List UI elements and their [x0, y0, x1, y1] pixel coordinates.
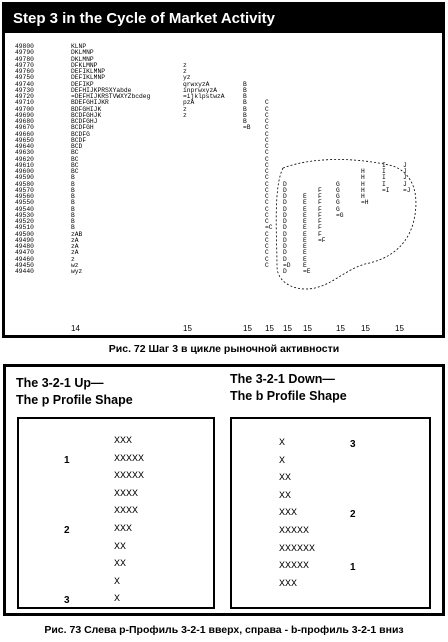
- tpo-row: I: [382, 174, 386, 182]
- price-level: 49740: [15, 80, 34, 88]
- tpo-row: BCDFGHJK: [71, 111, 102, 119]
- price-level: 49530: [15, 211, 34, 219]
- tpo-row: B: [71, 224, 75, 232]
- profile-column: [303, 194, 311, 275]
- tpo-row: =H: [361, 199, 369, 207]
- price-level: 49500: [15, 230, 34, 238]
- day-label: 15: [283, 324, 292, 333]
- tpo-row: B: [71, 180, 75, 188]
- tpo-row: BC: [71, 168, 79, 175]
- step-marker: 3: [350, 439, 356, 450]
- tpo-row: D: [283, 186, 287, 194]
- profile-column: [403, 163, 411, 194]
- tpo-row: zA: [71, 243, 79, 250]
- tpo-row: BDFGHIJK: [71, 105, 102, 113]
- price-level: 49710: [15, 99, 34, 107]
- tpo-row: E: [303, 224, 307, 232]
- tpo-row: C: [265, 111, 269, 119]
- tpo-row: C: [265, 118, 269, 125]
- figure-73-panel: [3, 364, 445, 616]
- price-level: 49460: [15, 255, 34, 263]
- tpo-row: D: [283, 211, 287, 219]
- tpo-row: I: [382, 161, 386, 169]
- x-row: XXX: [279, 508, 298, 520]
- x-row: XX: [279, 490, 292, 502]
- day-label: 15: [303, 324, 312, 333]
- tpo-row: D: [283, 243, 287, 250]
- price-level: 49450: [15, 261, 34, 269]
- tpo-row: C: [265, 230, 269, 238]
- tpo-row: DFKLMNP: [71, 61, 98, 69]
- step-marker: 2: [350, 509, 356, 521]
- price-level: 49610: [15, 161, 34, 169]
- figure-72-caption: Рис. 72 Шаг 3 в цикле рыночной активности: [108, 343, 340, 355]
- price-level: 49780: [15, 55, 34, 63]
- tpo-row: F: [318, 199, 322, 207]
- tpo-row: yz: [183, 74, 191, 82]
- tpo-row: C: [265, 149, 269, 157]
- p-profile-panel: [17, 417, 215, 609]
- x-row: XXX: [114, 436, 133, 447]
- tpo-row: B: [243, 105, 247, 113]
- tpo-row: C: [265, 261, 269, 269]
- tpo-row: D: [283, 230, 287, 238]
- price-level: 49680: [15, 118, 34, 125]
- tpo-row: B: [243, 99, 247, 107]
- tpo-row: C: [265, 249, 269, 257]
- step-marker: 2: [64, 525, 70, 536]
- tpo-row: B: [71, 186, 75, 194]
- tpo-row: E: [303, 205, 307, 213]
- day-label: 15: [265, 324, 274, 333]
- profile-column: [283, 182, 291, 276]
- price-level: 49540: [15, 205, 34, 213]
- tpo-row: B: [243, 80, 247, 88]
- tpo-row: =ijklpstwzA: [183, 93, 225, 100]
- tpo-row: F: [318, 205, 322, 213]
- tpo-row: H: [361, 180, 365, 188]
- price-level: 49750: [15, 74, 34, 82]
- tpo-row: =B: [243, 124, 251, 132]
- tpo-row: DKLMNP: [71, 49, 94, 57]
- tpo-row: E: [303, 230, 307, 238]
- price-level: 49580: [15, 180, 34, 188]
- tpo-row: C: [265, 99, 269, 107]
- price-level: 49570: [15, 186, 34, 194]
- tpo-row: =DEFHIJKRSTVWXYZbcdeg: [71, 93, 151, 100]
- tpo-row: B: [243, 86, 247, 94]
- x-row: XXXX: [114, 506, 139, 518]
- x-row: XX: [279, 473, 292, 485]
- price-level: 49690: [15, 111, 34, 119]
- profile-column: [318, 188, 326, 244]
- tpo-row: F: [318, 218, 322, 225]
- tpo-row: z: [183, 68, 187, 75]
- tpo-row: F: [318, 224, 322, 232]
- price-level: 49700: [15, 105, 34, 113]
- tpo-row: DEFIKLMNP: [71, 74, 106, 82]
- left-panel-title-line2: The p Profile Shape: [16, 393, 133, 407]
- tpo-row: H: [361, 174, 365, 182]
- day-label: 15: [336, 324, 345, 333]
- figure-72-panel: [2, 2, 445, 338]
- price-level: 49790: [15, 49, 34, 57]
- tpo-row: E: [303, 211, 307, 219]
- tpo-row: D: [283, 255, 287, 263]
- tpo-row: H: [361, 193, 365, 200]
- tpo-row: C: [265, 155, 269, 163]
- tpo-row: F: [318, 186, 322, 194]
- tpo-row: F: [318, 211, 322, 219]
- tpo-row: z: [183, 105, 187, 113]
- day-label: 15: [361, 324, 370, 333]
- tpo-row: E: [303, 193, 307, 200]
- tpo-row: J: [403, 174, 407, 182]
- price-level: 49660: [15, 130, 34, 138]
- tpo-row: C: [265, 174, 269, 182]
- tpo-row: BDEFGHIJKR: [71, 99, 109, 107]
- x-row: XXX: [114, 524, 133, 535]
- profile-column: [336, 182, 344, 220]
- tpo-row: D: [283, 268, 287, 275]
- x-row: XXXXXX: [279, 543, 316, 555]
- tpo-row: =F: [318, 236, 326, 244]
- profile-column: [361, 169, 369, 207]
- tpo-row: DEFHIJKPRSXYabde: [71, 86, 132, 94]
- tpo-row: BC: [71, 161, 79, 169]
- tpo-row: D: [283, 199, 287, 207]
- tpo-row: BCD: [71, 143, 83, 150]
- tpo-row: D: [283, 236, 287, 244]
- x-row: XXXXX: [279, 561, 310, 573]
- tpo-row: G: [336, 186, 340, 194]
- tpo-row: qrwxyzA: [183, 80, 210, 88]
- tpo-row: zA: [71, 236, 79, 244]
- right-panel-title-line2: The b Profile Shape: [230, 389, 347, 403]
- tpo-row: zAB: [71, 230, 83, 238]
- figure-72-title: Step 3 in the Cycle of Market Activity: [5, 5, 442, 33]
- tpo-row: B: [243, 118, 247, 125]
- tpo-row: zA: [71, 249, 79, 257]
- profile-column: [183, 63, 225, 119]
- profile-column: [243, 82, 251, 132]
- tpo-row: C: [265, 136, 269, 144]
- x-row: X: [279, 438, 286, 449]
- x-row: XXXX: [114, 488, 139, 500]
- price-level: 49490: [15, 236, 34, 244]
- tpo-row: C: [265, 168, 269, 175]
- tpo-row: C: [265, 199, 269, 207]
- tpo-row: B: [71, 174, 75, 182]
- tpo-row: BCDFG: [71, 130, 90, 138]
- tpo-row: H: [361, 186, 365, 194]
- price-level: 49550: [15, 199, 34, 207]
- tpo-row: BC: [71, 155, 79, 163]
- tpo-row: =C: [265, 224, 273, 232]
- tpo-row: E: [303, 218, 307, 225]
- tpo-row: G: [336, 199, 340, 207]
- price-level: 49720: [15, 93, 34, 100]
- price-level: 49800: [15, 43, 34, 50]
- tpo-row: C: [265, 211, 269, 219]
- tpo-row: D: [283, 218, 287, 225]
- tpo-row: =D: [283, 261, 291, 269]
- tpo-row: E: [303, 243, 307, 250]
- profile-column: [265, 100, 273, 269]
- tpo-row: KLNP: [71, 43, 87, 50]
- tpo-row: E: [303, 236, 307, 244]
- tpo-row: C: [265, 205, 269, 213]
- tpo-row: inprwxyzA: [183, 86, 218, 94]
- tpo-row: B: [71, 193, 75, 200]
- price-level: 49520: [15, 218, 34, 225]
- x-row: X: [114, 594, 121, 606]
- tpo-row: C: [265, 193, 269, 200]
- tpo-row: E: [303, 261, 307, 269]
- tpo-row: C: [265, 180, 269, 188]
- tpo-row: C: [265, 243, 269, 250]
- tpo-row: BCDFGHJ: [71, 118, 98, 125]
- price-level: 49670: [15, 124, 34, 132]
- day-label: 14: [71, 324, 80, 333]
- tpo-row: BCDFGH: [71, 124, 94, 132]
- x-row: XXXXX: [114, 453, 145, 465]
- tpo-row: C: [265, 236, 269, 244]
- day-label: 15: [243, 324, 252, 333]
- x-row: XX: [114, 559, 127, 571]
- price-level: 49640: [15, 143, 34, 150]
- right-panel-title-line1: The 3-2-1 Down—: [230, 372, 335, 386]
- tpo-row: J: [403, 161, 407, 169]
- tpo-row: DEFIKP: [71, 80, 94, 88]
- tpo-row: D: [283, 205, 287, 213]
- figure-73-caption: Рис. 73 Слева p-Профиль 3-2-1 вверх, справа - b-профиль 3-2-1 вниз: [44, 624, 404, 636]
- tpo-row: =I: [382, 186, 390, 194]
- price-level: 49480: [15, 243, 34, 250]
- tpo-row: pzA: [183, 99, 195, 107]
- price-level: 49600: [15, 168, 34, 175]
- tpo-row: z: [71, 255, 75, 263]
- tpo-row: C: [265, 255, 269, 263]
- tpo-row: C: [265, 143, 269, 150]
- tpo-row: G: [336, 205, 340, 213]
- distribution-outline: [276, 160, 416, 290]
- tpo-row: BC: [71, 149, 79, 157]
- price-level: 49510: [15, 224, 34, 232]
- tpo-row: D: [283, 224, 287, 232]
- price-level: 49730: [15, 86, 34, 94]
- tpo-row: F: [318, 230, 322, 238]
- tpo-row: D: [283, 249, 287, 257]
- tpo-row: =E: [303, 268, 311, 275]
- price-level: 49590: [15, 174, 34, 182]
- x-row: XXX: [279, 578, 298, 590]
- tpo-row: C: [265, 105, 269, 113]
- x-row: XX: [114, 541, 127, 553]
- tpo-row: J: [403, 180, 407, 188]
- left-panel-title-line1: The 3-2-1 Up—: [16, 376, 104, 390]
- tpo-row: B: [71, 211, 75, 219]
- tpo-row: G: [336, 193, 340, 200]
- price-level: 49650: [15, 136, 34, 144]
- price-level: 49760: [15, 68, 34, 75]
- day-label: 15: [395, 324, 404, 333]
- tpo-row: I: [382, 168, 386, 175]
- tpo-row: J: [403, 168, 407, 175]
- tpo-row: z: [183, 61, 187, 69]
- tpo-row: B: [71, 199, 75, 207]
- tpo-row: C: [265, 218, 269, 225]
- price-level: 49770: [15, 61, 34, 69]
- step-marker: 1: [64, 454, 70, 466]
- tpo-row: B: [71, 218, 75, 225]
- price-level: 49470: [15, 249, 34, 257]
- x-row: XXXXX: [114, 471, 145, 483]
- tpo-row: =G: [336, 211, 344, 219]
- tpo-row: C: [265, 124, 269, 132]
- tpo-row: C: [265, 186, 269, 194]
- tpo-row: =J: [403, 186, 411, 194]
- tpo-row: DKLMNP: [71, 55, 94, 63]
- tpo-row: E: [303, 249, 307, 257]
- profile-column: [382, 163, 390, 194]
- price-level: 49440: [15, 268, 34, 275]
- tpo-row: B: [243, 111, 247, 119]
- tpo-row: wz: [71, 261, 79, 269]
- tpo-row: B: [243, 93, 247, 100]
- tpo-row: H: [361, 168, 365, 175]
- price-level: 49630: [15, 149, 34, 157]
- step-marker: 3: [64, 595, 70, 607]
- tpo-row: G: [336, 180, 340, 188]
- day-label: 15: [183, 324, 192, 333]
- tpo-row: C: [265, 130, 269, 138]
- tpo-row: z: [183, 111, 187, 119]
- price-level: 49560: [15, 193, 34, 200]
- x-row: XXXXX: [279, 526, 310, 537]
- b-profile-panel: [230, 417, 431, 609]
- x-row: X: [114, 576, 121, 588]
- tpo-row: B: [71, 205, 75, 213]
- tpo-row: DEFIKLMNP: [71, 68, 106, 75]
- tpo-row: F: [318, 193, 322, 200]
- price-level: 49620: [15, 155, 34, 163]
- tpo-row: C: [265, 161, 269, 169]
- tpo-row: I: [382, 180, 386, 188]
- tpo-row: E: [303, 199, 307, 207]
- tpo-row: D: [283, 193, 287, 200]
- tpo-row: D: [283, 180, 287, 188]
- profile-column: [71, 44, 150, 275]
- tpo-row: E: [303, 255, 307, 263]
- x-row: X: [279, 455, 286, 467]
- tpo-row: BCDF: [71, 136, 87, 144]
- market-profile-chart: [15, 38, 433, 336]
- tpo-row: wyz: [71, 268, 83, 275]
- step-marker: 1: [350, 562, 356, 574]
